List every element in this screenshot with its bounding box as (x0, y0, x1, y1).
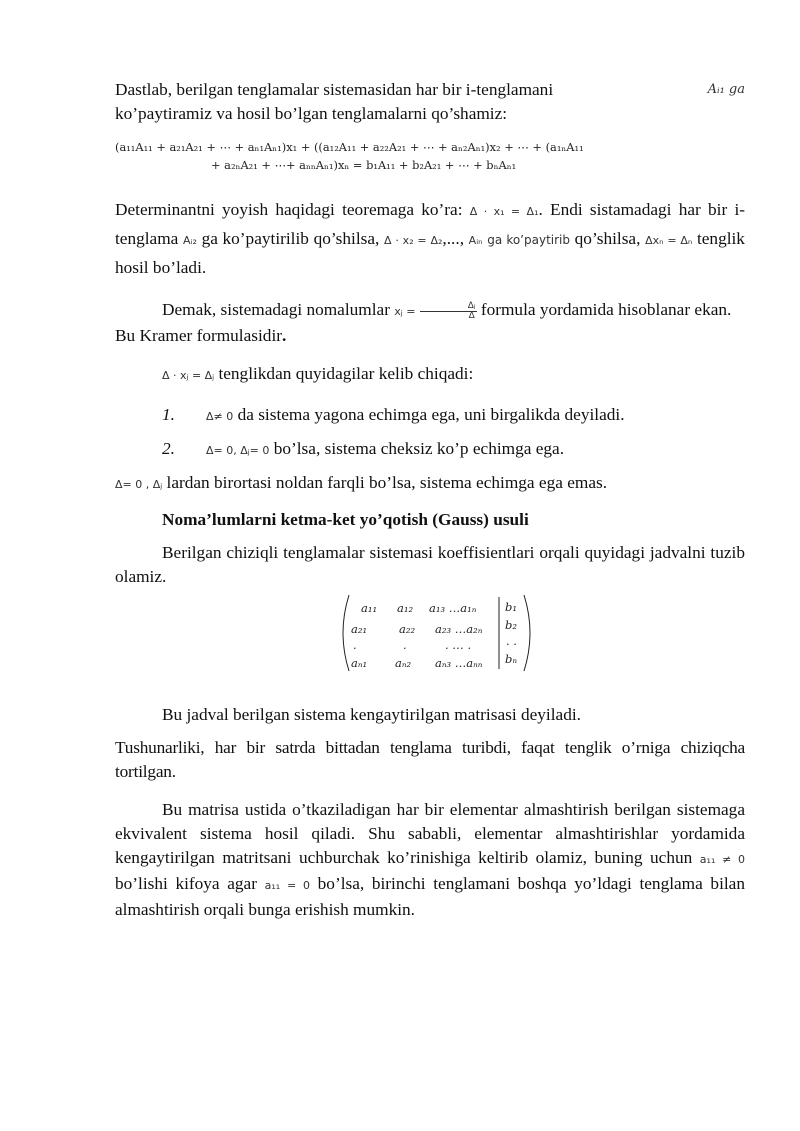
math-a11-nonzero: a₁₁ ≠ 0 (699, 853, 745, 866)
matrix-cell: . … . (445, 638, 472, 652)
paragraph-understand: Tushunarliki, har bir satrda bittadan tenglama turibdi, faqat tenglik o’rniga chiziqcha tortilgan. (115, 738, 745, 781)
document-page (115, 78, 745, 922)
text: Determinantni yoyish haqidagi teoremaga ko’ra: (115, 200, 463, 219)
list-number: 1. (162, 405, 175, 424)
text: qo’shilsa, (574, 229, 641, 248)
math-delta-x2: Δ · x₂ = Δ₂ (384, 234, 443, 247)
equation-sum (115, 138, 745, 174)
matrix-cell: a₂₁ (351, 622, 368, 636)
matrix-cell: aₙ₂ (395, 656, 412, 670)
text: . Endi sistamadagi har bir (538, 200, 728, 219)
text: formula yordamida hisoblanar ekan. (480, 300, 732, 319)
matrix-cell: aₙ₁ (351, 656, 368, 670)
text: Bu matrisa ustida o’tkaziladigan har bir elementar almashtirish berilgan sistemaga ekvivalent sistema hosil qiladi. Shu sababli, elementar almashtirishlar yordamida kengaytirilgan matritsani uchburchak ko’rinishiga keltirib olamiz, buning uchun (115, 800, 745, 867)
fraction-delta (420, 302, 477, 321)
intro-text-line2: ko’paytiramiz va hosil bo’lgan tenglamalarni qo’shamiz: (115, 104, 508, 123)
equation-line-2: + a₂ₙA₂₁ + ⋯+ aₙₙAₙ₁)xₙ = b₁A₁₁ + b₂A₂₁ + ⋯ + bₙAₙ₁ (211, 158, 517, 172)
text: da sistema yagona echimga ega, uni birgalikda deyiladi. (237, 405, 625, 424)
math-condition: Δ= 0, Δⱼ= 0 (206, 444, 270, 457)
section-heading: Noma’lumlarni ketma-ket yo’qotish (Gauss) usuli (162, 510, 529, 529)
matrix-cell: a₁₃ …a₁ₙ (429, 601, 477, 615)
text: bo’lsa, birinchi tenglamani boshqa yo’ldagi tenglama bilan almashtirish orqali bunga erishish mumkin. (115, 874, 745, 919)
matrix-cell: a₁₁ (361, 601, 378, 615)
text: tenglikdan quyidagilar kelib chiqadi: (218, 364, 474, 383)
math-condition: Δ≠ 0 (206, 410, 234, 423)
fraction-denominator: Δ (468, 310, 475, 321)
paragraph-elementary (115, 798, 745, 922)
paragraph-consequence (115, 362, 745, 388)
text: lardan birortasi noldan farqli bo’lsa, sistema echimga ega emas. (166, 473, 608, 492)
list-number: 2. (162, 439, 175, 458)
paragraph-augmented: Bu jadval berilgan sistema kengaytirilgan matrisasi deyiladi. (162, 705, 581, 724)
matrix-b-cell: b₂ (505, 618, 517, 632)
paragraph-gauss-intro: Berilgan chiziqli tenglamalar sistemasi koeffisientlari orqali quyidagi jadvalni tuzib olamiz. (115, 543, 745, 586)
text: Demak, sistemadagi nomalumlar (162, 300, 390, 319)
matrix-cell: . (403, 638, 407, 652)
text: Bu Kramer formulasidir (115, 326, 283, 345)
list-content (206, 403, 625, 429)
paragraph-kramer-line2 (115, 324, 745, 348)
math-delta-x1: Δ · x₁ = Δ₁ (469, 205, 539, 218)
augmented-matrix (339, 593, 534, 673)
math-ain: Aᵢₙ (468, 234, 483, 247)
list-item (115, 437, 745, 463)
text: bo’lsa, sistema cheksiz ko’p echimga ega. (273, 439, 565, 458)
math-ga-kopaytirib: ga ko’paytirib (487, 233, 570, 247)
intro-text: Dastlab, berilgan tenglamalar sistemasidan har bir i-tenglamani (115, 80, 554, 99)
fraction-numerator: Δⱼ (420, 302, 477, 312)
matrix-cell: a₂₃ …a₂ₙ (435, 622, 483, 636)
math-ai2: Aᵢ₂ (183, 234, 197, 247)
matrix-b-cell: bₙ (505, 652, 518, 666)
matrix-cell: . (353, 638, 357, 652)
matrix-cell: a₁₂ (397, 601, 414, 615)
text: i-tenglama (115, 200, 745, 248)
math-xj: xⱼ = (394, 305, 416, 318)
math-delta-xj: Δ · xⱼ = Δⱼ (162, 369, 215, 382)
text: bo’lishi kifoya agar (115, 874, 257, 893)
math-delta-xn: Δxₙ = Δₙ (645, 234, 693, 247)
matrix-b-cell: . . (506, 634, 517, 648)
text: ,..., (442, 229, 465, 248)
list-item (115, 403, 745, 429)
text: ga ko’paytirilib qo’shilsa, (201, 229, 380, 248)
math-a11-zero: a₁₁ = 0 (264, 879, 311, 892)
paragraph-kramer (115, 298, 745, 324)
matrix-cell: a₂₂ (399, 622, 416, 636)
paragraph-determinant (115, 196, 745, 281)
list-content (206, 437, 564, 463)
matrix-b-cell: b₁ (505, 600, 517, 614)
paragraph-no-solution (115, 471, 745, 497)
matrix-cell: aₙ₃ …aₙₙ (435, 656, 483, 670)
equation-line-1: (a₁₁A₁₁ + a₂₁A₂₁ + ⋯ + aₙ₁Aₙ₁)x₁ + ((a₁₂A₁₁ + a₂₂A₂₁ + ⋯ + aₙ₂Aₙ₁)x₂ + ⋯ + (a₁ₙA₁₁ (115, 140, 584, 154)
math-ai1: Aᵢ₁ ga (707, 82, 745, 97)
paragraph-intro (115, 78, 745, 126)
text-bold-dot: . (282, 326, 287, 345)
math-condition: Δ= 0 , Δⱼ (115, 478, 163, 491)
text: tenglik hosil bo’ladi. (115, 229, 745, 277)
